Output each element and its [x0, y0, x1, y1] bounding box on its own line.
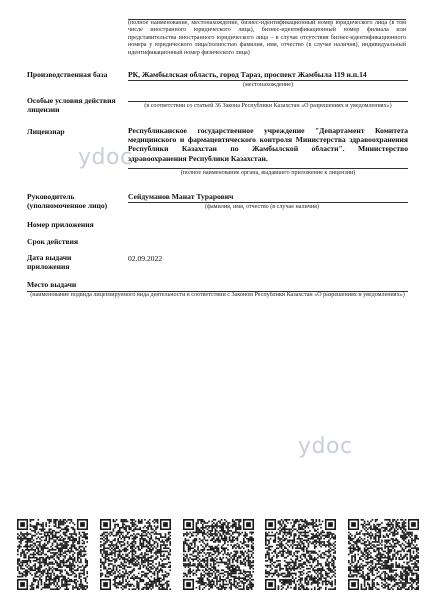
head-note: (фамилия, имя, отчество (в случае наличия) — [205, 204, 319, 210]
licensor-rule — [128, 168, 408, 169]
ydoc-watermark: ydoc — [78, 145, 133, 170]
licensor-value: Республиканское государственное учреждение "Департамент Комитета медицинского и фармацевтического контроля Министерства здравоохранения Республики Казахстан по Жамбылской области". Министерство здравоохранения Республики Казахстан. — [128, 126, 408, 163]
issue-date-label: Дата выдачи приложения — [27, 253, 72, 271]
issue-place-note: (наименование подвида лицензируемого вида деятельности в соответствии с Законом Республики Казахстан «О разрешениях и уведомлениях») — [30, 292, 405, 298]
qr-code — [265, 519, 336, 590]
production-base-value: РК, Жамбылская область, город Тараз, проспект Жамбыла 119 н.п.14 — [128, 70, 367, 79]
header-rule — [128, 19, 406, 20]
header-note: (полное наименование, местонахождение, бизнес-идентификационный номер юридического лица (в том числе иностранного юридического лица), бизнес-идентификационный номер филиала или представительства иностранного юридического лица – в случае отсутствия бизнес-идентификационного номера у юридического лица/полностью фамилия, имя, отчество (в случае наличия), индивидуальный идентификационный номер физического лица) — [128, 20, 406, 56]
ydoc-watermark: ydoc — [298, 434, 353, 459]
production-base-rule — [128, 80, 408, 81]
production-base-label: Производственная база — [27, 70, 108, 79]
licensor-label: Лицензиар — [27, 127, 65, 136]
head-label: Руководитель (уполномоченное лицо) — [27, 192, 108, 210]
special-conditions-note: (в соответствии со статьей 36 Закона Республики Казахстан «О разрешениях и уведомлениях») — [144, 103, 392, 109]
head-rule — [128, 202, 408, 203]
issue-date-value: 02.09.2022 — [128, 254, 163, 263]
licensor-note: (полное наименование органа, выдавшего приложение к лицензии) — [180, 170, 356, 176]
qr-code — [17, 519, 88, 590]
qr-code — [348, 519, 419, 590]
special-conditions-rule — [128, 101, 408, 102]
issue-place-label: Место выдачи — [27, 280, 77, 289]
production-base-note: (местонахождение) — [242, 82, 294, 88]
head-value: Сейдуманов Манат Турарович — [128, 192, 234, 201]
validity-label: Срок действия — [27, 237, 79, 246]
appendix-number-label: Номер приложения — [27, 220, 94, 229]
qr-code — [183, 519, 254, 590]
special-conditions-label: Особые условия действия лицензии — [27, 96, 116, 114]
qr-code — [100, 519, 171, 590]
